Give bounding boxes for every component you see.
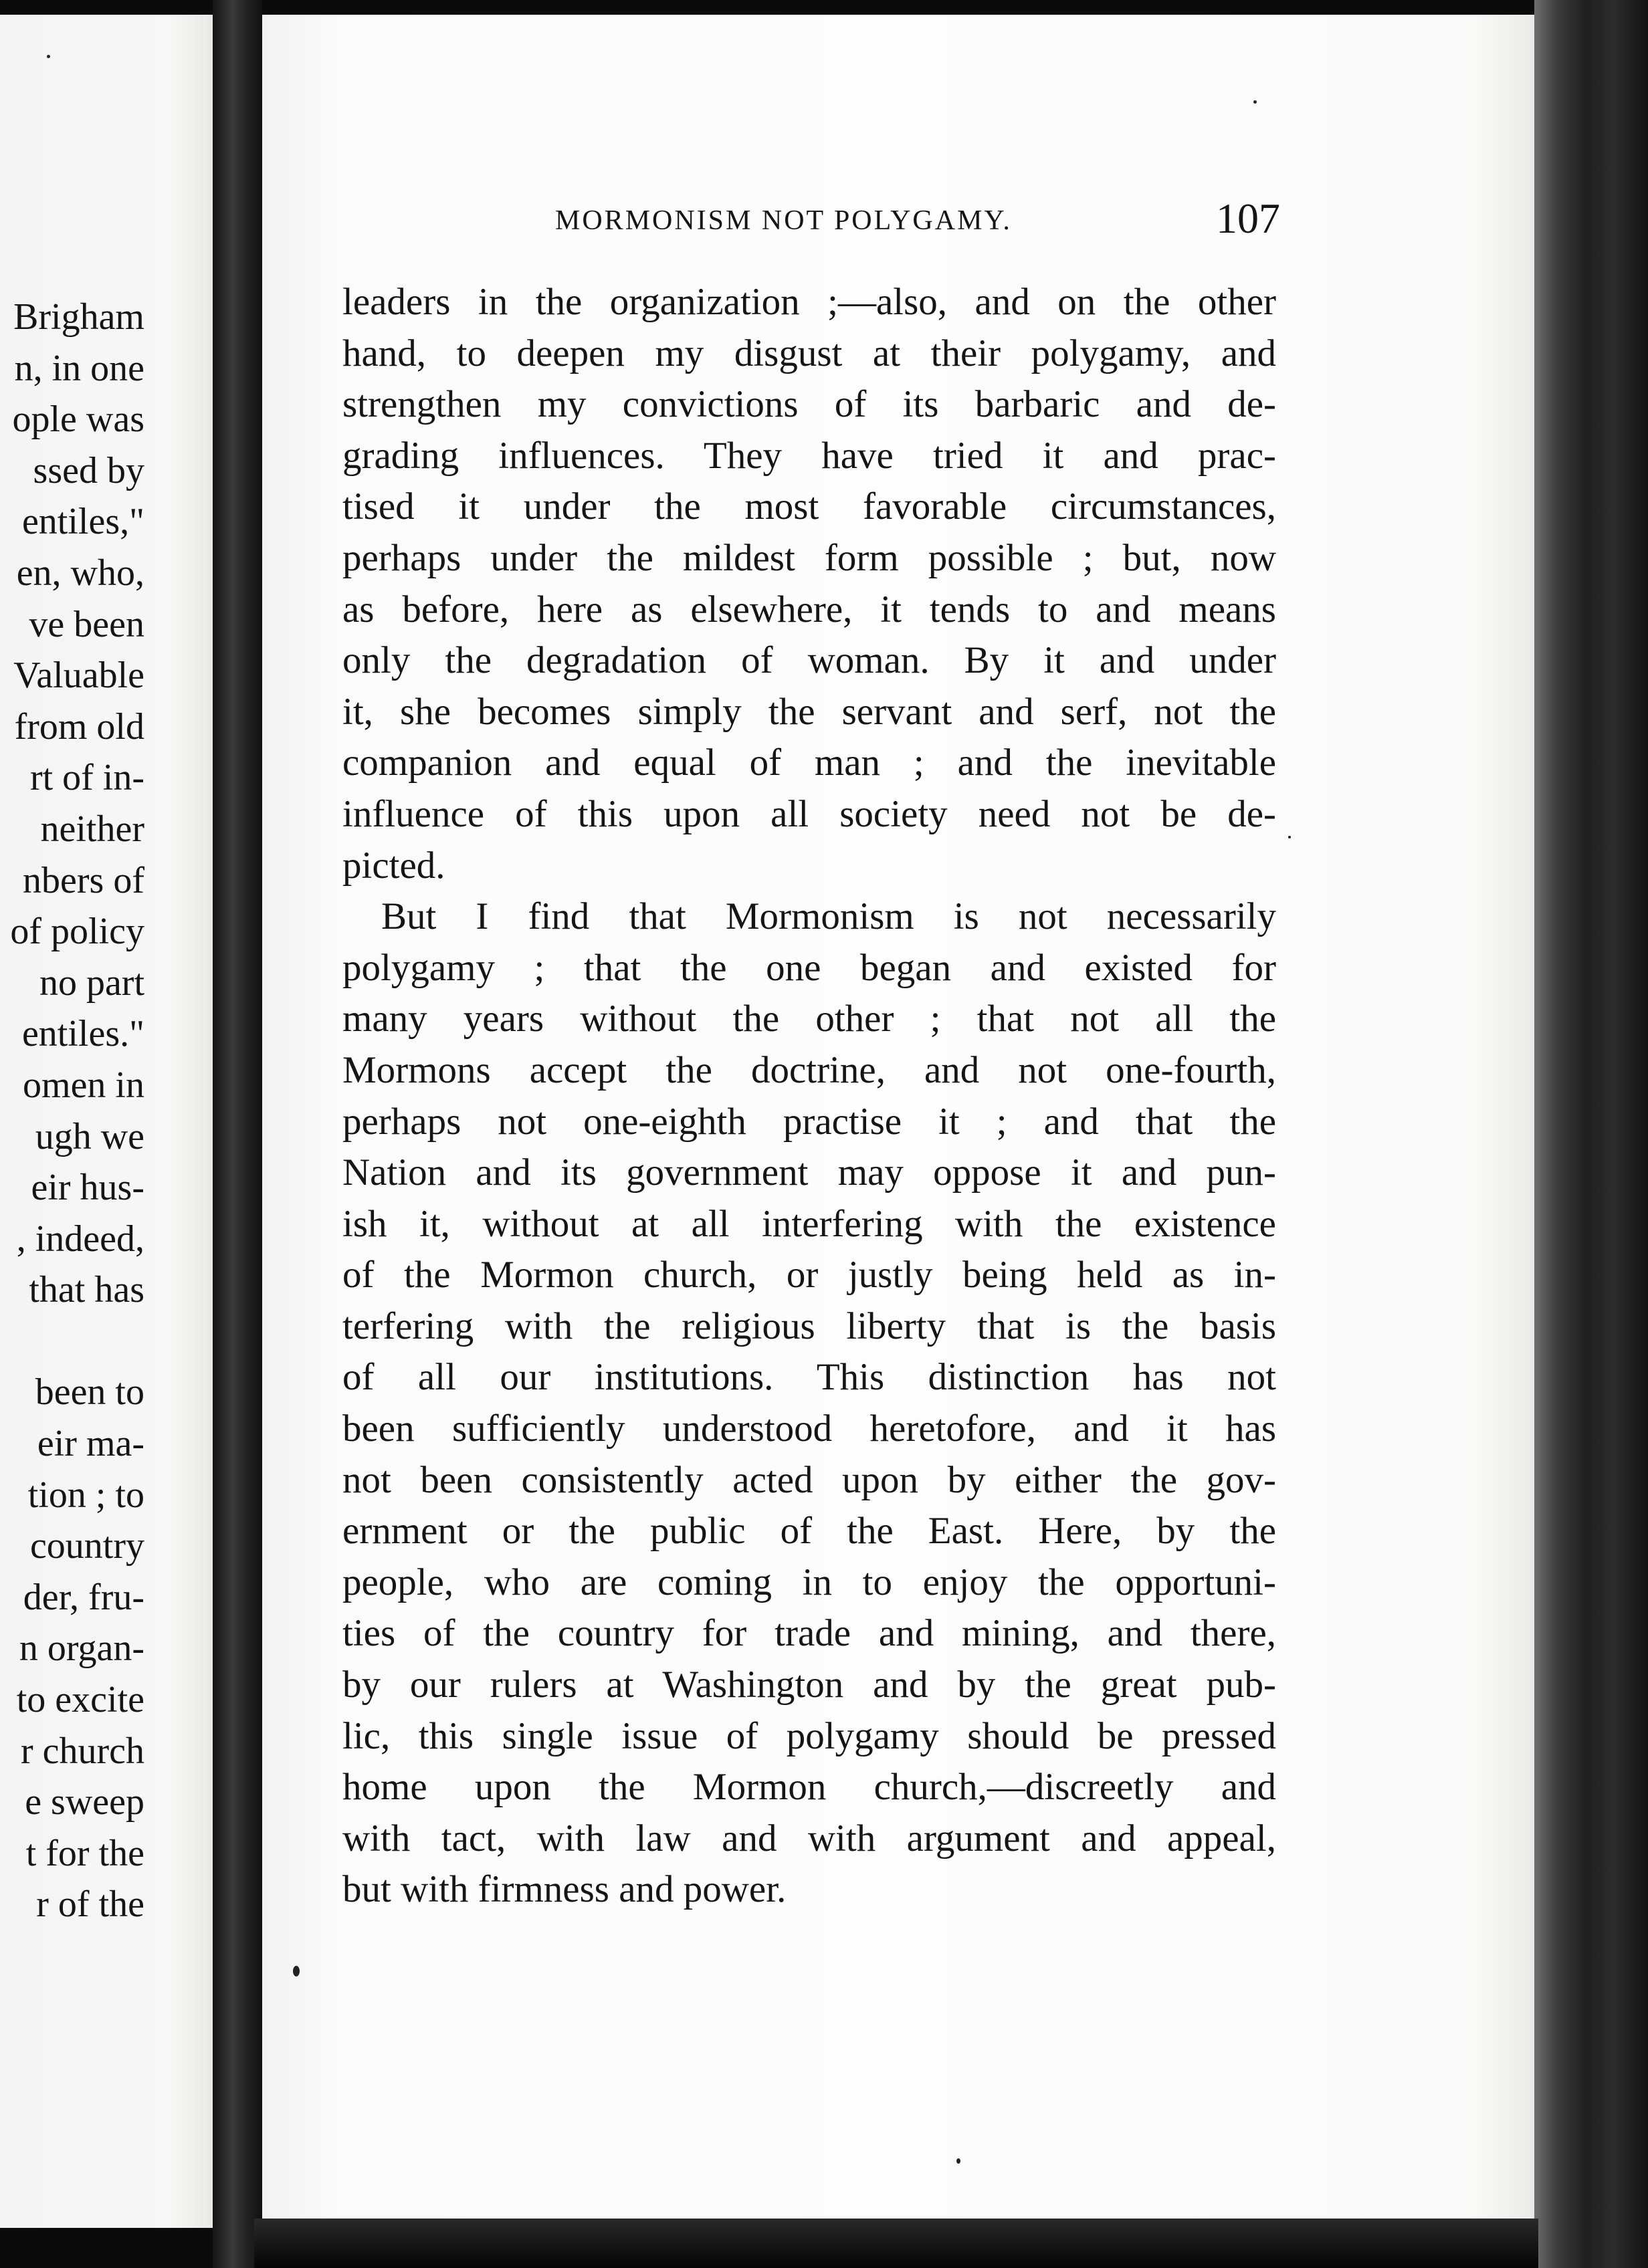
text-line: leaders in the organization ;—also, and on the other bbox=[342, 281, 1276, 323]
text-line: people, who are coming in to enjoy the opportuni- bbox=[342, 1561, 1276, 1603]
left-page-line: , indeed, bbox=[16, 1218, 144, 1260]
left-page-line: ssed by bbox=[33, 449, 144, 491]
text-line: Mormons accept the doctrine, and not one-fourth, bbox=[342, 1048, 1276, 1091]
text-line: home upon the Mormon church,—discreetly and bbox=[342, 1766, 1276, 1809]
text-line: Nation and its government may oppose it and pun- bbox=[342, 1151, 1276, 1194]
text-line: ties of the country for trade and mining, and there, bbox=[342, 1612, 1276, 1655]
text-line: polygamy ; that the one began and existed for bbox=[342, 946, 1276, 989]
left-page-line: tion ; to bbox=[27, 1474, 144, 1516]
left-page-line: t for the bbox=[25, 1832, 144, 1874]
left-page-line: r church bbox=[20, 1730, 144, 1772]
text-line: terfering with the religious liberty that is the basis bbox=[342, 1305, 1276, 1347]
left-page-line: ve been bbox=[29, 603, 144, 645]
running-head-title: MORMONISM NOT POLYGAMY. bbox=[555, 205, 1012, 236]
left-page-line: n, in one bbox=[14, 347, 144, 389]
left-page-line: Valuable bbox=[13, 655, 144, 697]
left-page-line: that has bbox=[29, 1269, 144, 1311]
left-page-line: omen in bbox=[23, 1064, 144, 1106]
text-line: lic, this single issue of polygamy should be pressed bbox=[342, 1714, 1276, 1757]
page-number: 107 bbox=[1216, 195, 1280, 242]
scan-speck bbox=[1253, 100, 1257, 104]
text-line: strengthen my convictions of its barbaric and de- bbox=[342, 383, 1276, 426]
text-line: tised it under the most favorable circumstances, bbox=[342, 485, 1276, 528]
text-line: perhaps not one-eighth practise it ; and that the bbox=[342, 1100, 1276, 1143]
left-page-line: Brigham bbox=[13, 296, 144, 338]
left-page-line: entiles," bbox=[21, 501, 144, 543]
left-page-line: country bbox=[29, 1525, 144, 1567]
scan-speck bbox=[47, 55, 50, 58]
text-line: of the Mormon church, or justly being held as in- bbox=[342, 1254, 1276, 1296]
left-page-line: nbers of bbox=[23, 859, 144, 901]
scan-speck bbox=[293, 1966, 300, 1976]
text-line: by our rulers at Washington and by the great pub- bbox=[342, 1664, 1276, 1706]
left-page-line: of policy bbox=[10, 911, 144, 953]
text-line: perhaps under the mildest form possible ; but, now bbox=[342, 536, 1276, 579]
left-page-line: been to bbox=[35, 1371, 144, 1413]
left-page-line: rt of in- bbox=[29, 757, 144, 799]
left-page bbox=[0, 15, 213, 2228]
left-page-line: en, who, bbox=[16, 552, 144, 594]
left-page-line: der, fru- bbox=[23, 1576, 144, 1618]
left-page-line: ugh we bbox=[35, 1115, 144, 1157]
paragraph-start-line: But I find that Mormonism is not necessarily bbox=[381, 895, 1276, 938]
book-gutter bbox=[213, 0, 262, 2268]
left-page-line bbox=[0, 1316, 144, 1367]
left-page-text bbox=[0, 292, 144, 1930]
left-page-line: no part bbox=[39, 961, 144, 1004]
page-bottom-edge bbox=[254, 2219, 1538, 2268]
left-page-line: from old bbox=[14, 705, 144, 748]
left-page-line: to excite bbox=[16, 1679, 144, 1721]
text-line: as before, here as elsewhere, it tends to and means bbox=[342, 588, 1276, 631]
scan-speck bbox=[956, 2158, 960, 2164]
scan-speck bbox=[1288, 836, 1291, 838]
body-text bbox=[342, 277, 1276, 1916]
text-line: many years without the other ; that not all the bbox=[342, 998, 1276, 1040]
paragraph-end-line: but with firmness and power. bbox=[342, 1868, 787, 1911]
text-line: not been consistently acted upon by either the gov- bbox=[342, 1458, 1276, 1501]
left-page-line: r of the bbox=[36, 1884, 144, 1926]
text-line: been sufficiently understood heretofore, and it has bbox=[342, 1407, 1276, 1450]
text-line: ish it, without at all interfering with the existence bbox=[342, 1202, 1276, 1245]
page-fore-edge bbox=[1534, 0, 1648, 2268]
paragraph-end-line: picted. bbox=[342, 844, 445, 887]
left-page-line: eir hus- bbox=[31, 1167, 144, 1209]
left-page-line: n organ- bbox=[19, 1627, 144, 1670]
text-line: it, she becomes simply the servant and serf, not the bbox=[342, 690, 1276, 733]
left-page-line: eir ma- bbox=[37, 1423, 144, 1465]
text-line: only the degradation of woman. By it and under bbox=[342, 639, 1276, 682]
left-page-line: ople was bbox=[12, 399, 144, 441]
left-page-line: e sweep bbox=[25, 1781, 144, 1823]
text-line: influence of this upon all society need not be de- bbox=[342, 792, 1276, 835]
text-line: hand, to deepen my disgust at their polygamy, and bbox=[342, 332, 1276, 374]
text-line: with tact, with law and with argument and appeal, bbox=[342, 1817, 1276, 1859]
text-line: ernment or the public of the East. Here, by the bbox=[342, 1510, 1276, 1553]
text-line: of all our institutions. This distinction has not bbox=[342, 1356, 1276, 1399]
text-line: grading influences. They have tried it and prac- bbox=[342, 434, 1276, 477]
left-page-line: neither bbox=[40, 808, 144, 850]
text-line: companion and equal of man ; and the inevitable bbox=[342, 742, 1276, 784]
left-page-line: entiles." bbox=[21, 1013, 144, 1055]
